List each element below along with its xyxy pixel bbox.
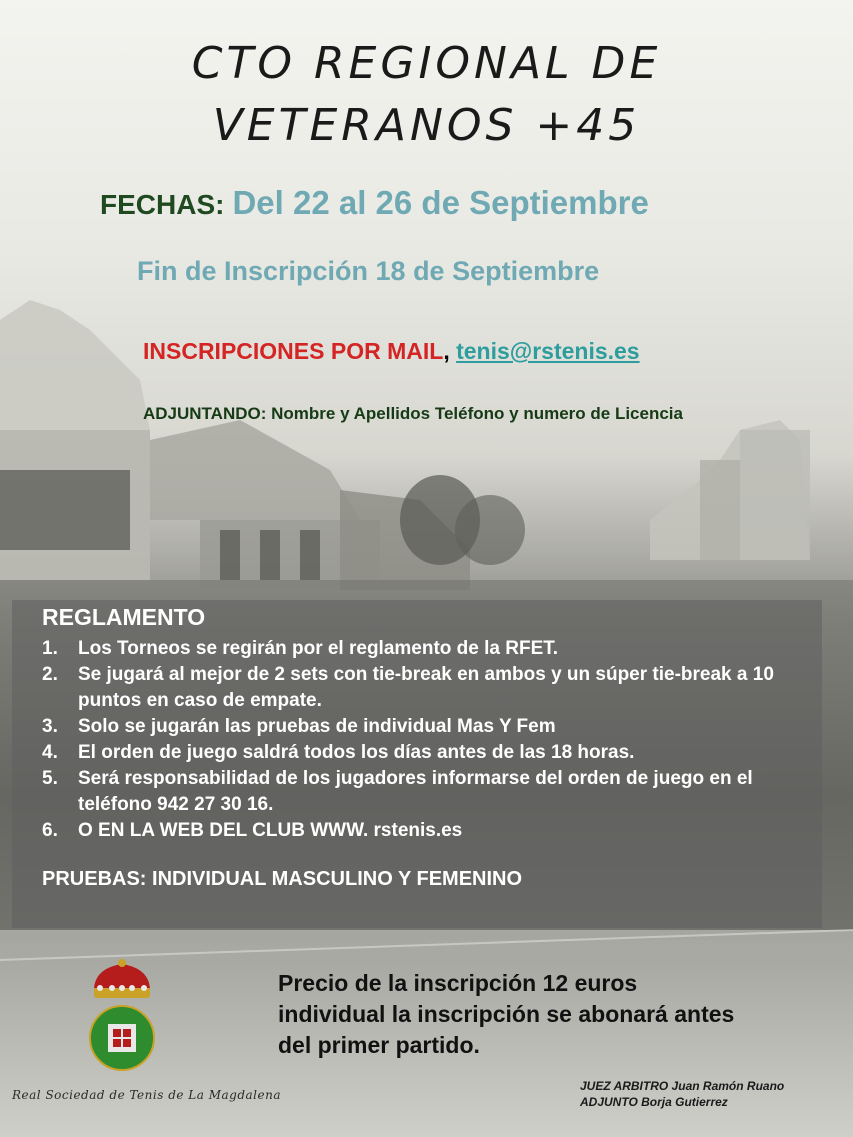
price-block (278, 968, 838, 1061)
rule-text: Solo se jugarán las pruebas de individual Mas Y Fem (78, 716, 556, 737)
assistant-line: ADJUNTO Borja Gutierrez (580, 1095, 728, 1109)
rule-number: 1. (42, 638, 58, 659)
rule-text: Será responsabilidad de los jugadores informarse del orden de juego en el teléfono 942 27 30 16. (78, 768, 753, 815)
rule-text: El orden de juego saldrá todos los días antes de las 18 horas. (78, 742, 635, 763)
rule-item (42, 662, 822, 714)
rule-item (42, 714, 822, 740)
rule-text: Los Torneos se regirán por el reglamento de la RFET. (78, 638, 559, 659)
rule-number: 4. (42, 742, 58, 763)
price-line-3: del primer partido. (278, 1032, 480, 1058)
rules-list (42, 636, 822, 844)
registration-label: INSCRIPCIONES POR MAIL (143, 338, 444, 364)
price-line-2: individual la inscripción se abonará antes (278, 1001, 735, 1027)
registration-row (143, 338, 640, 365)
rule-item (42, 818, 822, 844)
title-line-2: VETERANOS +45 (212, 100, 641, 151)
registration-email-link[interactable]: tenis@rstenis.es (456, 338, 640, 364)
rule-item (42, 636, 822, 662)
rules-panel (12, 600, 822, 928)
rule-item (42, 766, 822, 818)
dates-row (100, 184, 649, 222)
rule-number: 5. (42, 768, 58, 789)
rule-text: Se jugará al mejor de 2 sets con tie-break en ambos y un súper tie-break a 10 puntos en caso de empate. (78, 664, 774, 711)
rule-number: 3. (42, 716, 58, 737)
registration-separator: , (443, 338, 450, 364)
club-crest-logo (86, 958, 158, 1076)
rule-number: 6. (42, 820, 58, 841)
dates-value: Del 22 al 26 de Septiembre (232, 184, 649, 221)
registration-deadline: Fin de Inscripción 18 de Septiembre (137, 256, 600, 286)
officials-block (580, 1078, 784, 1110)
rule-text: O EN LA WEB DEL CLUB WWW. rstenis.es (78, 820, 463, 841)
rule-number: 2. (42, 664, 58, 685)
rules-title: REGLAMENTO (42, 604, 206, 630)
attach-note: ADJUNTANDO: Nombre y Apellidos Teléfono y numero de Licencia (143, 404, 683, 423)
events-line: PRUEBAS: INDIVIDUAL MASCULINO Y FEMENINO (42, 868, 523, 890)
referee-line: JUEZ ARBITRO Juan Ramón Ruano (580, 1079, 785, 1093)
title-line-1: CTO REGIONAL DE (191, 38, 662, 89)
rule-item (42, 740, 822, 766)
club-name-signature: Real Sociedad de Tenis de La Magdalena (12, 1088, 282, 1102)
price-line-1: Precio de la inscripción 12 euros (278, 970, 638, 996)
dates-label: FECHAS: (100, 189, 225, 220)
